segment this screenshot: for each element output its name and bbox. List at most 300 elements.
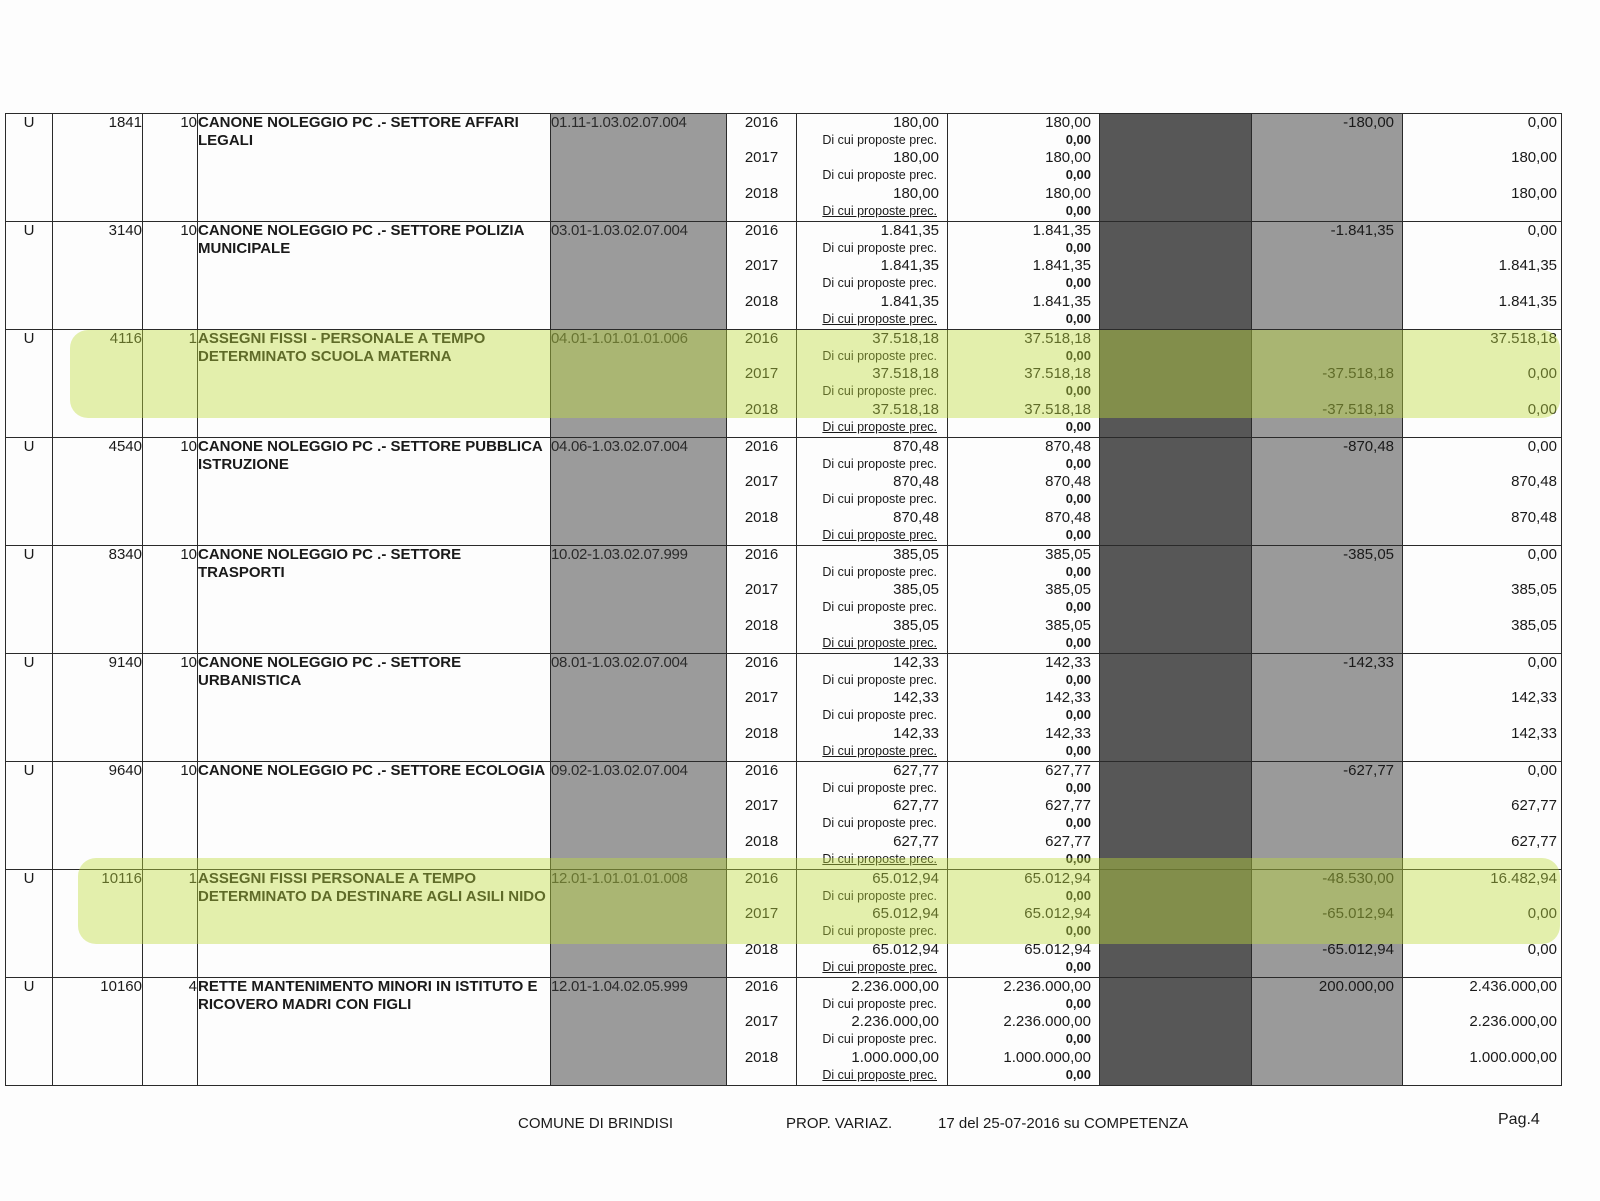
current-amount: 870,48	[1045, 438, 1091, 455]
ledger-row	[6, 222, 1562, 330]
current-amount: 1.841,35	[1032, 257, 1091, 275]
proposals-amount: 0,00	[1065, 167, 1091, 183]
year-block	[727, 941, 796, 976]
variation-amount	[1252, 797, 1402, 815]
year-label: 2016	[744, 114, 779, 131]
result-amount: 627,77	[1511, 797, 1557, 815]
result-block	[1403, 438, 1561, 473]
proposals-amount: 0,00	[1065, 923, 1091, 939]
current-amount: 142,33	[1045, 654, 1091, 671]
current-amount: 65.012,94	[1024, 940, 1091, 958]
year-block	[727, 1049, 796, 1084]
proposals-label: Di cui proposte prec.	[822, 997, 937, 1011]
variation-amount: -385,05	[1343, 546, 1394, 563]
tipo-cell: U	[6, 870, 53, 978]
description-cell: CANONE NOLEGGIO PC .- SETTORE POLIZIA MUNICIPALE	[198, 222, 551, 330]
year-label: 2017	[744, 905, 779, 923]
previous-amount: 1.841,35	[880, 257, 939, 275]
current-amount-cell	[948, 114, 1100, 222]
year-block	[727, 473, 796, 508]
articolo-cell: 10	[143, 114, 198, 222]
proposals-amount: 0,00	[1065, 850, 1091, 866]
year-label: 2017	[744, 797, 779, 815]
proposals-amount: 0,00	[1065, 383, 1091, 399]
proposals-amount: 0,00	[1065, 888, 1091, 903]
year-label: 2016	[744, 330, 779, 347]
current-block	[948, 546, 1099, 581]
tipo-cell: U	[6, 438, 53, 546]
year-cell	[727, 762, 797, 870]
description-cell: RETTE MANTENIMENTO MINORI IN ISTITUTO E RICOVERO MADRI CON FIGLI	[198, 978, 551, 1086]
year-block	[727, 149, 796, 184]
proposals-amount: 0,00	[1065, 202, 1091, 218]
year-block	[727, 762, 796, 797]
previous-amount-cell	[797, 762, 948, 870]
highlighter-mark	[78, 858, 1560, 944]
year-label: 2016	[744, 546, 779, 563]
tipo-cell: U	[6, 654, 53, 762]
articolo-cell: 4	[143, 978, 198, 1086]
variation-block	[1252, 581, 1402, 616]
previous-amount: 142,33	[893, 654, 939, 671]
result-amount: 2.436.000,00	[1469, 978, 1557, 995]
previous-amount: 65.012,94	[872, 905, 939, 923]
proposals-label: Di cui proposte prec.	[822, 565, 937, 579]
year-label: 2016	[744, 438, 779, 455]
proposals-amount: 0,00	[1065, 996, 1091, 1011]
previous-block	[797, 978, 947, 1013]
proposals-amount: 0,00	[1065, 634, 1091, 650]
description-cell: CANONE NOLEGGIO PC .- SETTORE ECOLOGIA	[198, 762, 551, 870]
previous-block	[797, 689, 947, 724]
year-label: 2018	[744, 400, 779, 418]
proposals-amount: 0,00	[1065, 958, 1091, 974]
result-amount: 142,33	[1511, 724, 1557, 742]
proposals-label: Di cui proposte prec.	[822, 781, 937, 795]
code-cell: 01.11-1.03.02.07.004	[551, 114, 727, 222]
articolo-cell: 10	[143, 762, 198, 870]
shaded-cell	[1100, 546, 1252, 654]
current-block	[948, 581, 1099, 616]
variation-amount: -65.012,94	[1322, 905, 1394, 923]
proposals-label: Di cui proposte prec.	[822, 457, 937, 471]
result-amount: 0,00	[1527, 546, 1557, 563]
proposals-amount: 0,00	[1065, 780, 1091, 795]
variation-block	[1252, 654, 1402, 689]
year-block	[727, 438, 796, 473]
proposals-label: Di cui proposte prec.	[822, 889, 937, 903]
current-block	[948, 941, 1099, 976]
proposals-label: Di cui proposte prec.	[822, 527, 937, 542]
variation-amount	[1252, 473, 1402, 491]
current-amount-cell	[948, 438, 1100, 546]
result-amount-cell	[1403, 438, 1562, 546]
variation-amount: 200.000,00	[1318, 978, 1394, 995]
previous-block	[797, 941, 947, 976]
result-amount: 1.000.000,00	[1469, 1048, 1557, 1066]
year-block	[727, 617, 796, 652]
year-label: 2016	[744, 222, 779, 239]
current-amount: 1.000.000,00	[1003, 1048, 1091, 1066]
proposals-label: Di cui proposte prec.	[822, 168, 937, 183]
description-cell: CANONE NOLEGGIO PC .- SETTORE AFFARI LEGALI	[198, 114, 551, 222]
previous-amount: 870,48	[893, 508, 939, 526]
year-cell	[727, 438, 797, 546]
proposals-amount: 0,00	[1065, 240, 1091, 255]
variation-amount	[1252, 725, 1402, 743]
current-amount-cell	[948, 762, 1100, 870]
previous-amount: 180,00	[893, 149, 939, 167]
current-amount-cell	[948, 222, 1100, 330]
previous-block	[797, 149, 947, 184]
result-amount-cell	[1403, 654, 1562, 762]
variation-block	[1252, 978, 1402, 1013]
year-block	[727, 1013, 796, 1048]
result-amount: 0,00	[1527, 114, 1557, 131]
result-block	[1403, 725, 1561, 760]
variation-cell	[1252, 762, 1403, 870]
proposals-amount: 0,00	[1065, 456, 1091, 471]
result-block	[1403, 617, 1561, 652]
variation-cell	[1252, 438, 1403, 546]
previous-amount: 385,05	[893, 581, 939, 599]
previous-amount-cell	[797, 978, 948, 1086]
previous-amount: 142,33	[893, 689, 939, 707]
shaded-cell	[1100, 438, 1252, 546]
capitolo-cell: 4540	[53, 438, 143, 546]
proposals-label: Di cui proposte prec.	[822, 133, 937, 147]
result-amount: 1.841,35	[1498, 292, 1557, 310]
proposals-amount: 0,00	[1065, 564, 1091, 579]
current-amount: 627,77	[1045, 832, 1091, 850]
previous-amount: 37.518,18	[872, 400, 939, 418]
shaded-cell	[1100, 762, 1252, 870]
variation-block	[1252, 546, 1402, 581]
result-amount: 0,00	[1527, 365, 1557, 383]
previous-amount: 65.012,94	[872, 870, 939, 887]
result-amount: 180,00	[1511, 184, 1557, 202]
result-amount: 0,00	[1527, 438, 1557, 455]
result-amount-cell	[1403, 762, 1562, 870]
variation-amount: -37.518,18	[1322, 400, 1394, 418]
result-block	[1403, 473, 1561, 508]
result-amount-cell	[1403, 978, 1562, 1086]
previous-block	[797, 257, 947, 292]
proposals-label: Di cui proposte prec.	[822, 241, 937, 255]
proposals-amount: 0,00	[1065, 599, 1091, 615]
result-block	[1403, 689, 1561, 724]
variation-block	[1252, 222, 1402, 257]
variation-amount: -870,48	[1343, 438, 1394, 455]
current-block	[948, 222, 1099, 257]
previous-amount: 627,77	[893, 762, 939, 779]
variation-amount	[1252, 149, 1402, 167]
previous-block	[797, 1013, 947, 1048]
variation-amount: -180,00	[1343, 114, 1394, 131]
result-block	[1403, 509, 1561, 544]
current-amount: 37.518,18	[1024, 330, 1091, 347]
previous-amount-cell	[797, 438, 948, 546]
current-amount: 627,77	[1045, 762, 1091, 779]
current-amount: 385,05	[1045, 581, 1091, 599]
result-amount: 37.518,18	[1490, 330, 1557, 347]
variation-block	[1252, 689, 1402, 724]
capitolo-cell: 9140	[53, 654, 143, 762]
tipo-cell: U	[6, 222, 53, 330]
year-label: 2017	[744, 257, 779, 275]
current-block	[948, 797, 1099, 832]
year-block	[727, 293, 796, 328]
current-amount: 37.518,18	[1024, 400, 1091, 418]
shaded-cell	[1100, 654, 1252, 762]
variation-block	[1252, 438, 1402, 473]
current-amount: 2.236.000,00	[1003, 978, 1091, 995]
proposals-label: Di cui proposte prec.	[822, 924, 937, 939]
previous-block	[797, 725, 947, 760]
proposals-label: Di cui proposte prec.	[822, 1032, 937, 1047]
articolo-cell: 1	[143, 870, 198, 978]
current-block	[948, 762, 1099, 797]
proposals-amount: 0,00	[1065, 672, 1091, 687]
current-block	[948, 1013, 1099, 1048]
capitolo-cell: 8340	[53, 546, 143, 654]
result-amount: 16.482,94	[1490, 870, 1557, 887]
footer-ente: COMUNE DI BRINDISI	[518, 1115, 674, 1132]
year-label: 2018	[744, 1048, 779, 1066]
result-block	[1403, 257, 1561, 292]
footer-page-number: Pag.4	[1498, 1111, 1540, 1128]
year-block	[727, 185, 796, 220]
variation-amount	[1252, 833, 1402, 851]
year-cell	[727, 546, 797, 654]
year-cell	[727, 222, 797, 330]
capitolo-cell: 10160	[53, 978, 143, 1086]
capitolo-cell: 3140	[53, 222, 143, 330]
previous-block	[797, 617, 947, 652]
articolo-cell: 1	[143, 330, 198, 438]
proposals-label: Di cui proposte prec.	[822, 708, 937, 723]
result-block	[1403, 797, 1561, 832]
result-amount: 0,00	[1527, 654, 1557, 671]
variation-block	[1252, 293, 1402, 328]
current-amount: 37.518,18	[1024, 365, 1091, 383]
current-block	[948, 617, 1099, 652]
previous-amount: 65.012,94	[872, 940, 939, 958]
previous-amount-cell	[797, 546, 948, 654]
result-amount-cell	[1403, 546, 1562, 654]
code-cell: 10.02-1.03.02.07.999	[551, 546, 727, 654]
shaded-cell	[1100, 222, 1252, 330]
current-amount: 385,05	[1045, 546, 1091, 563]
variation-amount: -627,77	[1343, 762, 1394, 779]
code-cell: 08.01-1.03.02.07.004	[551, 654, 727, 762]
year-block	[727, 546, 796, 581]
current-block	[948, 978, 1099, 1013]
proposals-amount: 0,00	[1065, 707, 1091, 723]
variation-block	[1252, 185, 1402, 220]
current-block	[948, 725, 1099, 760]
result-block	[1403, 293, 1561, 328]
previous-amount-cell	[797, 654, 948, 762]
result-block	[1403, 185, 1561, 220]
result-amount: 180,00	[1511, 149, 1557, 167]
proposals-amount: 0,00	[1065, 491, 1091, 507]
result-amount: 0,00	[1527, 222, 1557, 239]
year-label: 2016	[744, 978, 779, 995]
previous-amount: 627,77	[893, 797, 939, 815]
code-cell: 12.01-1.04.02.05.999	[551, 978, 727, 1086]
year-block	[727, 509, 796, 544]
variation-amount	[1252, 689, 1402, 707]
proposals-amount: 0,00	[1065, 815, 1091, 831]
proposals-label: Di cui proposte prec.	[822, 384, 937, 399]
current-amount: 180,00	[1045, 184, 1091, 202]
capitolo-cell: 4116	[53, 330, 143, 438]
proposals-label: Di cui proposte prec.	[822, 276, 937, 291]
previous-block	[797, 546, 947, 581]
current-amount: 870,48	[1045, 473, 1091, 491]
variation-amount: -142,33	[1343, 654, 1394, 671]
description-cell: CANONE NOLEGGIO PC .- SETTORE TRASPORTI	[198, 546, 551, 654]
year-label: 2017	[744, 1013, 779, 1031]
variation-amount: -48.530,00	[1322, 870, 1394, 887]
result-block	[1403, 222, 1561, 257]
proposals-label: Di cui proposte prec.	[822, 349, 937, 363]
variation-block	[1252, 617, 1402, 652]
year-label: 2018	[744, 724, 779, 742]
proposals-label: Di cui proposte prec.	[822, 743, 937, 758]
current-amount: 870,48	[1045, 508, 1091, 526]
proposals-label: Di cui proposte prec.	[822, 673, 937, 687]
footer-prop: PROP. VARIAZ.	[786, 1115, 893, 1132]
year-label: 2018	[744, 832, 779, 850]
previous-amount: 1.000.000,00	[851, 1048, 939, 1066]
variation-amount	[1252, 1013, 1402, 1031]
previous-block	[797, 293, 947, 328]
previous-amount: 180,00	[893, 184, 939, 202]
result-amount-cell	[1403, 114, 1562, 222]
year-block	[727, 581, 796, 616]
variation-block	[1252, 941, 1402, 976]
year-block	[727, 114, 796, 149]
result-amount: 627,77	[1511, 832, 1557, 850]
current-amount: 180,00	[1045, 114, 1091, 131]
year-cell	[727, 114, 797, 222]
result-amount: 0,00	[1527, 762, 1557, 779]
result-amount: 0,00	[1527, 905, 1557, 923]
result-amount: 385,05	[1511, 581, 1557, 599]
previous-block	[797, 114, 947, 149]
current-amount: 142,33	[1045, 724, 1091, 742]
variation-amount: -1.841,35	[1330, 222, 1394, 239]
year-block	[727, 725, 796, 760]
proposals-amount: 0,00	[1065, 275, 1091, 291]
current-block	[948, 654, 1099, 689]
result-block	[1403, 978, 1561, 1013]
highlighter-mark	[70, 330, 1560, 418]
variation-amount: -65.012,94	[1322, 940, 1394, 958]
footer-reference: 17 del 25-07-2016 su COMPETENZA	[938, 1115, 1189, 1132]
previous-block	[797, 762, 947, 797]
current-block	[948, 473, 1099, 508]
proposals-label: Di cui proposte prec.	[822, 816, 937, 831]
proposals-amount: 0,00	[1065, 526, 1091, 542]
code-cell: 04.01-1.01.01.01.006	[551, 330, 727, 438]
year-label: 2018	[744, 940, 779, 958]
current-amount: 2.236.000,00	[1003, 1013, 1091, 1031]
variation-cell	[1252, 978, 1403, 1086]
current-amount: 385,05	[1045, 616, 1091, 634]
previous-amount: 385,05	[893, 616, 939, 634]
year-cell	[727, 654, 797, 762]
variation-cell	[1252, 222, 1403, 330]
previous-amount: 2.236.000,00	[851, 978, 939, 995]
variation-amount	[1252, 293, 1402, 311]
proposals-label: Di cui proposte prec.	[822, 851, 937, 866]
current-block	[948, 149, 1099, 184]
shaded-cell	[1100, 114, 1252, 222]
proposals-amount: 0,00	[1065, 742, 1091, 758]
result-block	[1403, 762, 1561, 797]
shaded-cell	[1100, 978, 1252, 1086]
current-block	[948, 509, 1099, 544]
current-amount: 627,77	[1045, 797, 1091, 815]
result-amount: 385,05	[1511, 616, 1557, 634]
capitolo-cell: 1841	[53, 114, 143, 222]
previous-block	[797, 654, 947, 689]
result-block	[1403, 149, 1561, 184]
previous-amount: 1.841,35	[880, 222, 939, 239]
previous-amount-cell	[797, 222, 948, 330]
result-amount: 870,48	[1511, 473, 1557, 491]
current-block	[948, 1049, 1099, 1084]
year-label: 2018	[744, 292, 779, 310]
proposals-label: Di cui proposte prec.	[822, 419, 937, 434]
year-label: 2018	[744, 184, 779, 202]
variation-block	[1252, 257, 1402, 292]
proposals-amount: 0,00	[1065, 418, 1091, 434]
variation-amount	[1252, 509, 1402, 527]
current-block	[948, 689, 1099, 724]
code-cell: 09.02-1.03.02.07.004	[551, 762, 727, 870]
proposals-label: Di cui proposte prec.	[822, 959, 937, 974]
proposals-amount: 0,00	[1065, 1066, 1091, 1082]
articolo-cell: 10	[143, 222, 198, 330]
current-amount: 1.841,35	[1032, 222, 1091, 239]
variation-cell	[1252, 654, 1403, 762]
previous-block	[797, 581, 947, 616]
year-label: 2016	[744, 762, 779, 779]
year-block	[727, 797, 796, 832]
year-label: 2016	[744, 654, 779, 671]
code-cell: 04.06-1.03.02.07.004	[551, 438, 727, 546]
year-label: 2018	[744, 616, 779, 634]
current-amount: 180,00	[1045, 149, 1091, 167]
result-block	[1403, 114, 1561, 149]
year-block	[727, 654, 796, 689]
result-block	[1403, 654, 1561, 689]
variation-amount	[1252, 257, 1402, 275]
ledger-row	[6, 654, 1562, 762]
articolo-cell: 10	[143, 546, 198, 654]
proposals-label: Di cui proposte prec.	[822, 600, 937, 615]
capitolo-cell: 9640	[53, 762, 143, 870]
previous-amount: 2.236.000,00	[851, 1013, 939, 1031]
proposals-label: Di cui proposte prec.	[822, 492, 937, 507]
result-amount: 0,00	[1527, 940, 1557, 958]
articolo-cell: 10	[143, 654, 198, 762]
result-block	[1403, 581, 1561, 616]
